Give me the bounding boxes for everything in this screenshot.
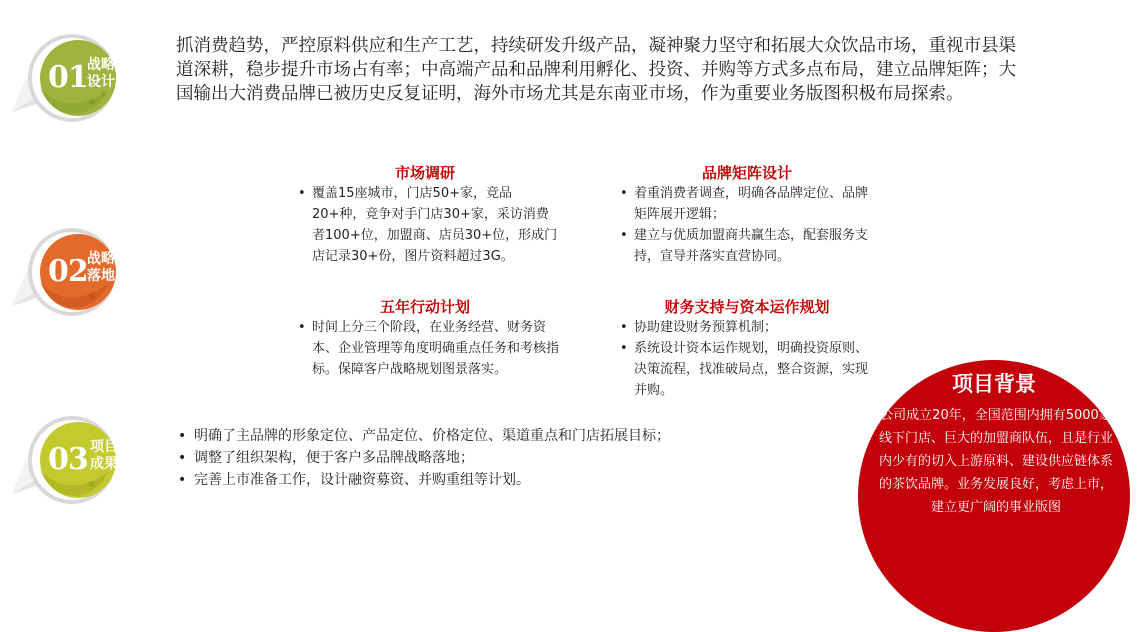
list-item: • 着重消费者调查，明确各品牌定位、品牌矩阵展开逻辑；	[620, 183, 880, 225]
list-item: • 覆盖15座城市，门店50+家，竞品20+种，竞争对手门店30+家，采访消费者100+位，加盟商、店员30+位，形成门店记录30+份，图片资料超过3G。	[298, 183, 560, 267]
list-item: • 调整了组织架构，便于客户多品牌战略落地；	[176, 447, 670, 469]
section-title-five-year-plan: 五年行动计划	[379, 298, 470, 316]
project-background-title: 项目背景	[952, 372, 1036, 396]
badge-project-results	[8, 410, 118, 510]
section-title-finance-capital: 财务支持与资本运作规划	[664, 298, 830, 316]
list-item: • 系统设计资本运作规划，明确投资原则、决策流程，找准破局点，整合资源，实现并购。	[620, 338, 878, 401]
intro-paragraph: 抓消费趋势，严控原料供应和生产工艺，持续研发升级产品，凝神聚力坚守和拓展大众饮品市场，重视市县渠道深耕，稳步提升市场占有率；中高端产品和品牌利用孵化、投资、并购等方式多点布局，建立品牌矩阵；大国输出大消费品牌已被历史反复证明，海外市场尤其是东南亚市场，作为重要业务版图积极布局探索。	[176, 36, 1016, 104]
badge-03-number: 03	[48, 442, 88, 477]
list-item: • 明确了主品牌的形象定位、产品定位、价格定位、渠道重点和门店拓展目标；	[176, 425, 670, 447]
badge-strategy-landing	[8, 222, 118, 322]
badge-01-number: 01	[48, 60, 88, 95]
five-year-plan-list	[298, 317, 560, 380]
results-list	[176, 425, 670, 491]
badge-02-label: 战略落地	[87, 251, 115, 284]
project-background-body: 公司成立20年，全国范围内拥有5000家线下门店、巨大的加盟商队伍，且是行业内少有的切入上游原料、建设供应链体系的茶饮品牌。业务发展良好，考虑上市，建立更广阔的事业版图	[878, 408, 1113, 515]
badge-02-number: 02	[48, 254, 88, 289]
section-title-brand-matrix: 品牌矩阵设计	[701, 164, 792, 182]
brand-matrix-list	[620, 183, 880, 267]
section-title-market-research: 市场调研	[394, 164, 455, 182]
list-item: • 协助建设财务预算机制；	[620, 317, 878, 338]
badge-03-label: 项目成果	[90, 439, 118, 472]
list-item: • 时间上分三个阶段，在业务经营、财务资本、企业管理等角度明确重点任务和考核指标。保障客户战略规划图景落实。	[298, 317, 560, 380]
badge-strategy-design	[8, 28, 118, 128]
finance-capital-list	[620, 317, 878, 401]
list-item: • 完善上市准备工作，设计融资募资、并购重组等计划。	[176, 469, 670, 491]
market-research-list	[298, 183, 560, 267]
badge-01-label: 战略设计	[87, 57, 115, 90]
list-item: • 建立与优质加盟商共赢生态，配套服务支持，宣导并落实直营协同。	[620, 225, 880, 267]
